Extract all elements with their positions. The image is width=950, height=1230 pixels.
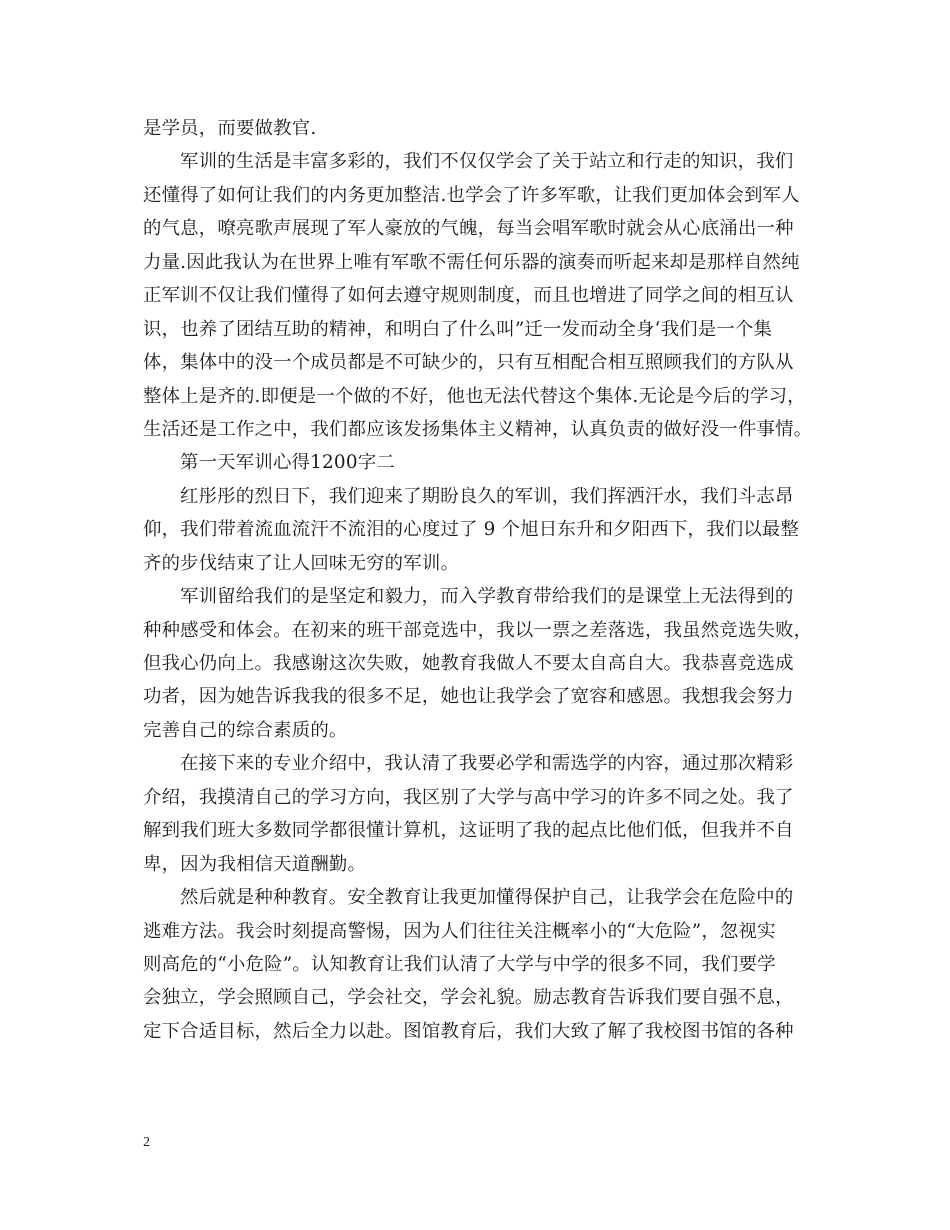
- text-line: 体，集体中的没一个成员都是不可缺少的，只有互相配合相互照顾我们的方队从: [143, 352, 794, 374]
- text-line: 在接下来的专业介绍中，我认清了我要必学和需选学的内容，通过那次精彩: [180, 753, 794, 775]
- text-line: 则高危的“小危险”。认知教育让我们认清了大学与中学的很多不同，我们要学: [143, 953, 776, 975]
- text-line: 军训的生活是丰富多彩的，我们不仅仅学会了关于站立和行走的知识，我们: [180, 151, 794, 173]
- text-line: 会独立，学会照顾自己，学会社交，学会礼貌。励志教育告诉我们要自强不息，: [143, 987, 794, 1009]
- text-line: 整体上是齐的.即便是一个做的不好，他也无法代替这个集体.无论是今后的学习，: [143, 385, 806, 407]
- text-line: 逃难方法。我会时刻提高警惕，因为人们往往关注概率小的“大危险”，忽视实: [143, 920, 776, 942]
- text-line: 正军训不仅让我们懂得了如何去遵守规则制度，而且也增进了同学之间的相互认: [143, 285, 794, 307]
- text-line: 仰，我们带着流血流汗不流泪的心度过了 9 个旭日东升和夕阳西下，我们以最整: [143, 519, 800, 541]
- text-line: 的气息，嘹亮歌声展现了军人豪放的气魄，每当会唱军歌时就会从心底涌出一种: [143, 218, 794, 240]
- text-line: 然后就是种种教育。安全教育让我更加懂得保护自己，让我学会在危险中的: [180, 887, 794, 909]
- text-line: 定下合适目标，然后全力以赴。图馆教育后，我们大致了解了我校图书馆的各种: [143, 1020, 794, 1042]
- text-line: 但我心仍向上。我感谢这次失败，她教育我做人不要太自高自大。我恭喜竞选成: [143, 653, 794, 674]
- text-line: 齐的步伐结束了让人回味无穷的军训。: [143, 552, 460, 574]
- text-line: 军训留给我们的是坚定和毅力，而入学教育带给我们的是课堂上无法得到的: [180, 586, 794, 608]
- text-line: 介绍，我摸清自己的学习方向，我区别了大学与高中学习的许多不同之处。我了: [143, 786, 794, 808]
- text-line: 识，也养了团结互助的精神，和明白了什么叫”迁一发而动全身‘我们是一个集: [143, 318, 773, 340]
- page-number: 2: [143, 1135, 150, 1150]
- text-line: 生活还是工作之中，我们都应该发扬集体主义精神，认真负责的做好没一件事情。: [143, 418, 813, 440]
- section-heading: 第一天军训心得1200字二: [180, 452, 395, 474]
- text-line: 种种感受和体会。在初来的班干部竞选中，我以一票之差落选，我虽然竞选失败，: [143, 619, 813, 641]
- text-line: 红彤彤的烈日下，我们迎来了期盼良久的军训，我们挥洒汗水，我们斗志昂: [180, 485, 794, 507]
- text-line: 功者，因为她告诉我我的很多不足，她也让我学会了宽容和感恩。我想我会努力: [143, 686, 794, 708]
- text-line: 完善自己的综合素质的。: [143, 719, 348, 741]
- document-body: [143, 112, 815, 1048]
- text-line: 还懂得了如何让我们的内务更加整洁.也学会了许多军歌，让我们更加体会到军人: [143, 184, 800, 206]
- text-line: 解到我们班大多数同学都很懂计算机，这证明了我的起点比他们低，但我并不自: [143, 820, 794, 842]
- text-line: 是学员，而要做教官.: [143, 118, 317, 139]
- text-line: 卑，因为我相信天道酬勤。: [143, 853, 367, 875]
- text-line: 力量.因此我认为在世界上唯有军歌不需任何乐器的演奏而听起来却是那样自然纯: [143, 251, 800, 273]
